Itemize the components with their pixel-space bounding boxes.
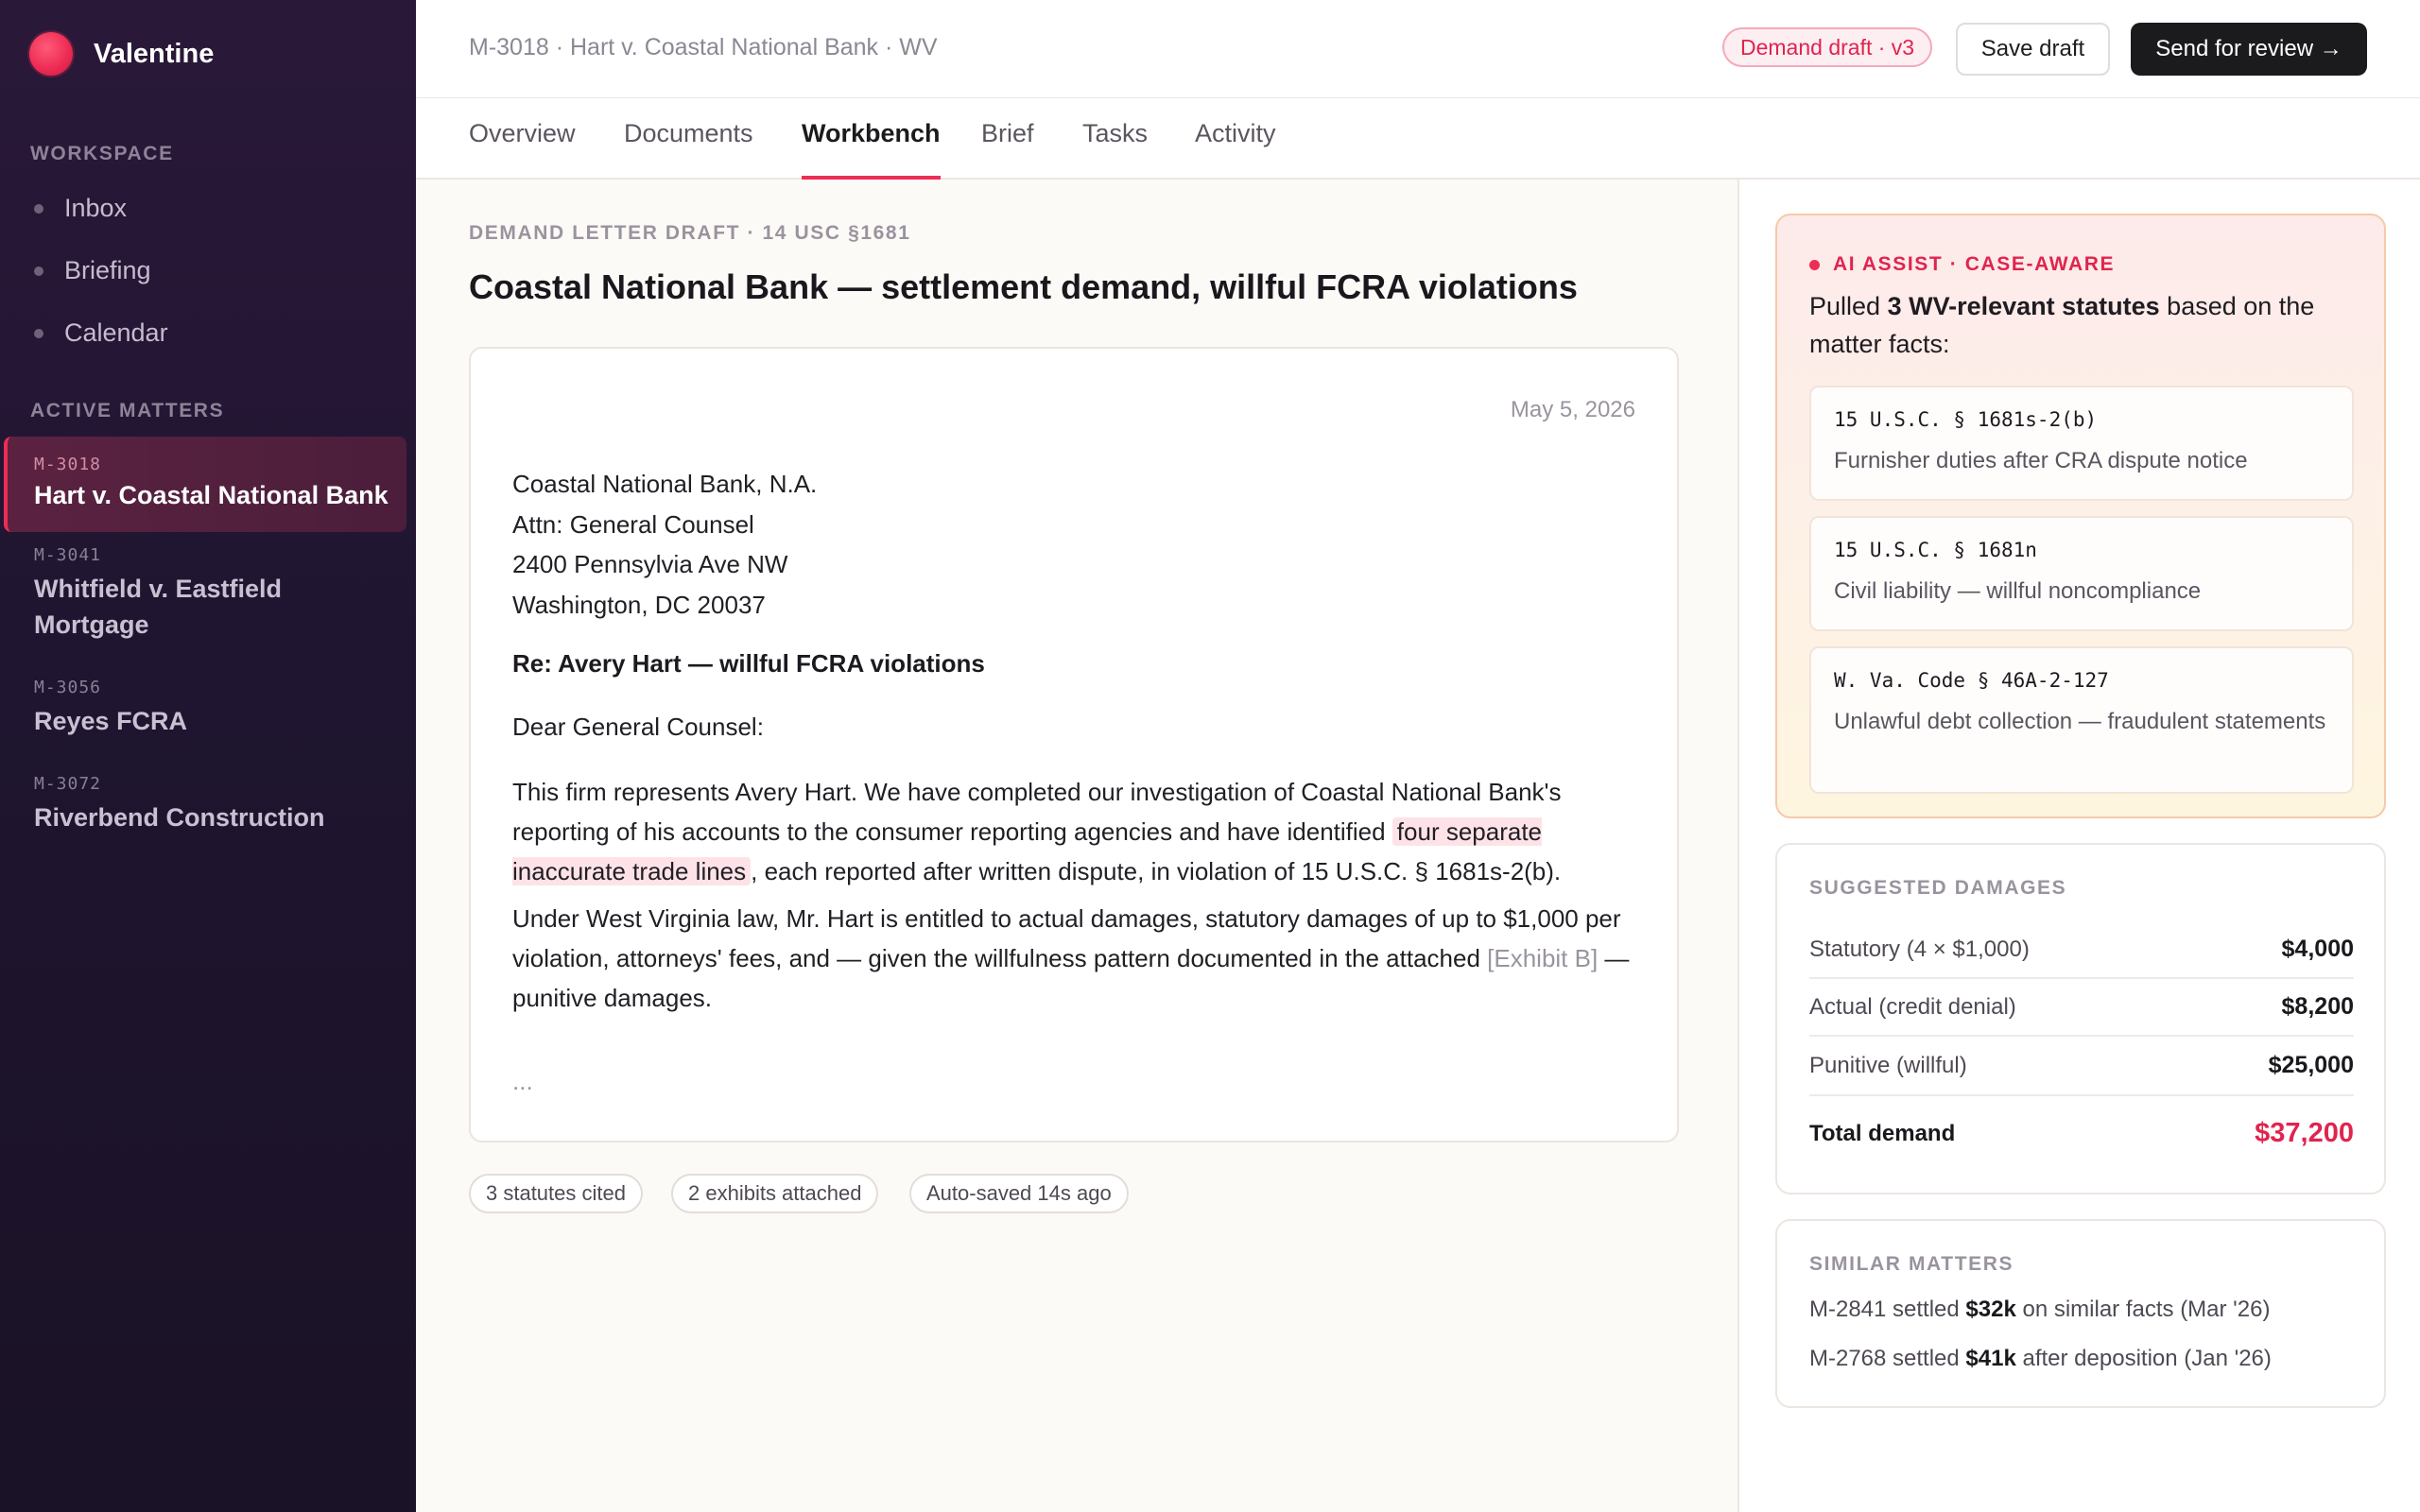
statutes-cited-chip[interactable]: 3 statutes cited	[469, 1174, 643, 1213]
matter-name: Reyes FCRA	[34, 707, 188, 735]
body-paragraph-2	[512, 899, 1647, 1018]
damages-row	[1809, 1037, 2354, 1096]
paragraph-text: , each reported after written dispute, in violation of 15 U.S.C. § 1681s-2(b).	[751, 857, 1562, 885]
matter-name: Hart v. Coastal National Bank	[34, 481, 389, 509]
draft-title: Coastal National Bank — settlement demand, willful FCRA violations	[469, 267, 1578, 306]
address-line: Coastal National Bank, N.A.	[512, 470, 818, 498]
similar-matter-item[interactable]	[1809, 1346, 2272, 1372]
matter-code: M-3072	[34, 774, 102, 794]
damages-label: Statutory (4 × $1,000)	[1809, 936, 2030, 962]
brand-name: Valentine	[94, 38, 215, 69]
statute-card[interactable]	[1809, 516, 2354, 631]
live-dot-icon	[1809, 260, 1820, 270]
recipient-address	[512, 464, 817, 625]
matter-code: M-3041	[34, 545, 102, 565]
breadcrumb: M-3018 · Hart v. Coastal National Bank · WV	[469, 34, 938, 60]
damages-label: Actual (credit denial)	[1809, 993, 2016, 1020]
similar-text: after deposition (Jan '26)	[2015, 1346, 2272, 1371]
save-draft-button[interactable]: Save draft	[1956, 23, 2110, 76]
sidebar	[0, 0, 416, 1512]
ai-assist-heading	[1809, 253, 2115, 276]
total-demand-label: Total demand	[1809, 1120, 1956, 1146]
matter-item-m-3072[interactable]	[0, 774, 406, 835]
sidebar-item-inbox[interactable]	[34, 194, 127, 223]
paragraph-text: This firm represents Avery Hart. We have completed our investigation of Coastal National Bank's reporting of his accounts to the consumer reporting agencies and have identified	[512, 778, 1562, 846]
re-line: Re: Avery Hart — willful FCRA violations	[512, 649, 985, 678]
tab-overview[interactable]: Overview	[469, 119, 576, 147]
exhibit-placeholder[interactable]: [Exhibit B]	[1487, 944, 1599, 972]
highlighted-phrase[interactable]: four separate inaccurate trade lines	[512, 817, 1543, 885]
similar-text: on similar facts (Mar '26)	[2015, 1297, 2271, 1322]
bullet-icon	[34, 266, 43, 276]
damages-row	[1809, 921, 2354, 979]
similar-matters-card	[1775, 1219, 2386, 1408]
draft-eyebrow: DEMAND LETTER DRAFT · 14 USC §1681	[469, 222, 911, 244]
sidebar-item-briefing[interactable]	[34, 256, 151, 285]
matter-code: M-3018	[34, 455, 102, 474]
tab-tasks[interactable]: Tasks	[1082, 119, 1149, 147]
address-line: Attn: General Counsel	[512, 509, 754, 539]
ai-assist-label: AI ASSIST · CASE-AWARE	[1833, 253, 2116, 275]
statute-citation: W. Va. Code § 46A-2-127	[1834, 669, 2109, 692]
total-demand-value: $37,200	[2255, 1118, 2354, 1148]
statute-citation: 15 U.S.C. § 1681s-2(b)	[1834, 408, 2098, 431]
similar-amount: $32k	[1965, 1297, 2016, 1322]
suggested-damages-card	[1775, 843, 2386, 1194]
active-matters-section-label: ACTIVE MATTERS	[30, 400, 225, 421]
matter-item-m-3056[interactable]	[0, 678, 406, 739]
tab-activity[interactable]: Activity	[1195, 119, 1276, 147]
address-line: 2400 Pennsylvia Ave NW	[512, 550, 788, 578]
statute-citation: 15 U.S.C. § 1681n	[1834, 539, 2037, 561]
letter-date: May 5, 2026	[1510, 397, 1635, 422]
sidebar-item-label: Inbox	[64, 194, 128, 222]
top-bar	[416, 0, 2420, 98]
paragraph-text: Under West Virginia law, Mr. Hart is entitled to actual damages, statutory damages of up to $1,000 per violation, attorneys' fees, and — given the willfulness pattern documented in the attached	[512, 904, 1621, 972]
address-line: Washington, DC 20037	[512, 590, 766, 619]
similar-amount: $41k	[1965, 1346, 2016, 1371]
matter-code: M-3056	[34, 678, 102, 697]
summary-text: Pulled	[1809, 292, 1888, 320]
ai-assist-summary	[1809, 287, 2367, 363]
statute-description: Furnisher duties after CRA dispute notice	[1834, 448, 2248, 473]
send-for-review-button[interactable]: Send for review →	[2131, 23, 2367, 76]
matter-name: Riverbend Construction	[34, 803, 325, 832]
similar-text: M-2768 settled	[1809, 1346, 1966, 1371]
continuation-ellipsis: ...	[512, 1067, 533, 1095]
damages-value: $8,200	[2281, 993, 2354, 1020]
damages-total-row	[1809, 1118, 2354, 1149]
similar-matters-title: SIMILAR MATTERS	[1809, 1253, 2014, 1275]
summary-text: based on the matter facts:	[1809, 292, 2315, 358]
tab-bar	[416, 98, 2420, 180]
sidebar-item-calendar[interactable]	[34, 318, 168, 348]
damages-label: Punitive (willful)	[1809, 1052, 1967, 1078]
statute-card[interactable]	[1809, 386, 2354, 501]
brand[interactable]	[29, 32, 214, 76]
matter-name: Whitfield v. Eastfield Mortgage	[34, 575, 283, 639]
paragraph-text: — punitive damages.	[512, 944, 1630, 1012]
tab-workbench[interactable]: Workbench	[802, 119, 941, 180]
greeting: Dear General Counsel:	[512, 713, 764, 741]
statute-description: Civil liability — willful noncompliance	[1834, 578, 2202, 604]
ai-assist-card	[1775, 214, 2386, 818]
autosave-status-chip: Auto-saved 14s ago	[909, 1174, 1129, 1213]
sidebar-item-label: Calendar	[64, 318, 168, 347]
matter-item-m-3018[interactable]	[4, 437, 406, 532]
summary-emphasis: 3 WV-relevant statutes	[1887, 292, 2160, 320]
body-paragraph-1	[512, 772, 1647, 891]
tab-brief[interactable]: Brief	[981, 119, 1034, 147]
letter-editor[interactable]	[469, 347, 1679, 1143]
similar-matter-item[interactable]	[1809, 1297, 2270, 1323]
workspace-section-label: WORKSPACE	[30, 143, 174, 164]
statute-card[interactable]	[1809, 646, 2354, 794]
damages-value: $4,000	[2281, 936, 2354, 962]
statute-description: Unlawful debt collection — fraudulent statements	[1834, 709, 2326, 734]
right-rail	[1741, 180, 2420, 1512]
damages-row	[1809, 979, 2354, 1037]
status-badge: Demand draft · v3	[1722, 27, 1932, 67]
similar-text: M-2841 settled	[1809, 1297, 1966, 1322]
exhibits-attached-chip[interactable]: 2 exhibits attached	[671, 1174, 878, 1213]
tab-documents[interactable]: Documents	[624, 119, 753, 147]
bullet-icon	[34, 329, 43, 338]
brand-logo-icon	[29, 32, 73, 76]
sidebar-item-label: Briefing	[64, 256, 151, 284]
workbench-main	[416, 180, 1739, 1512]
damages-value: $25,000	[2268, 1052, 2354, 1078]
damages-title: SUGGESTED DAMAGES	[1809, 877, 2067, 899]
matter-item-m-3041[interactable]	[0, 545, 406, 643]
bullet-icon	[34, 204, 43, 214]
